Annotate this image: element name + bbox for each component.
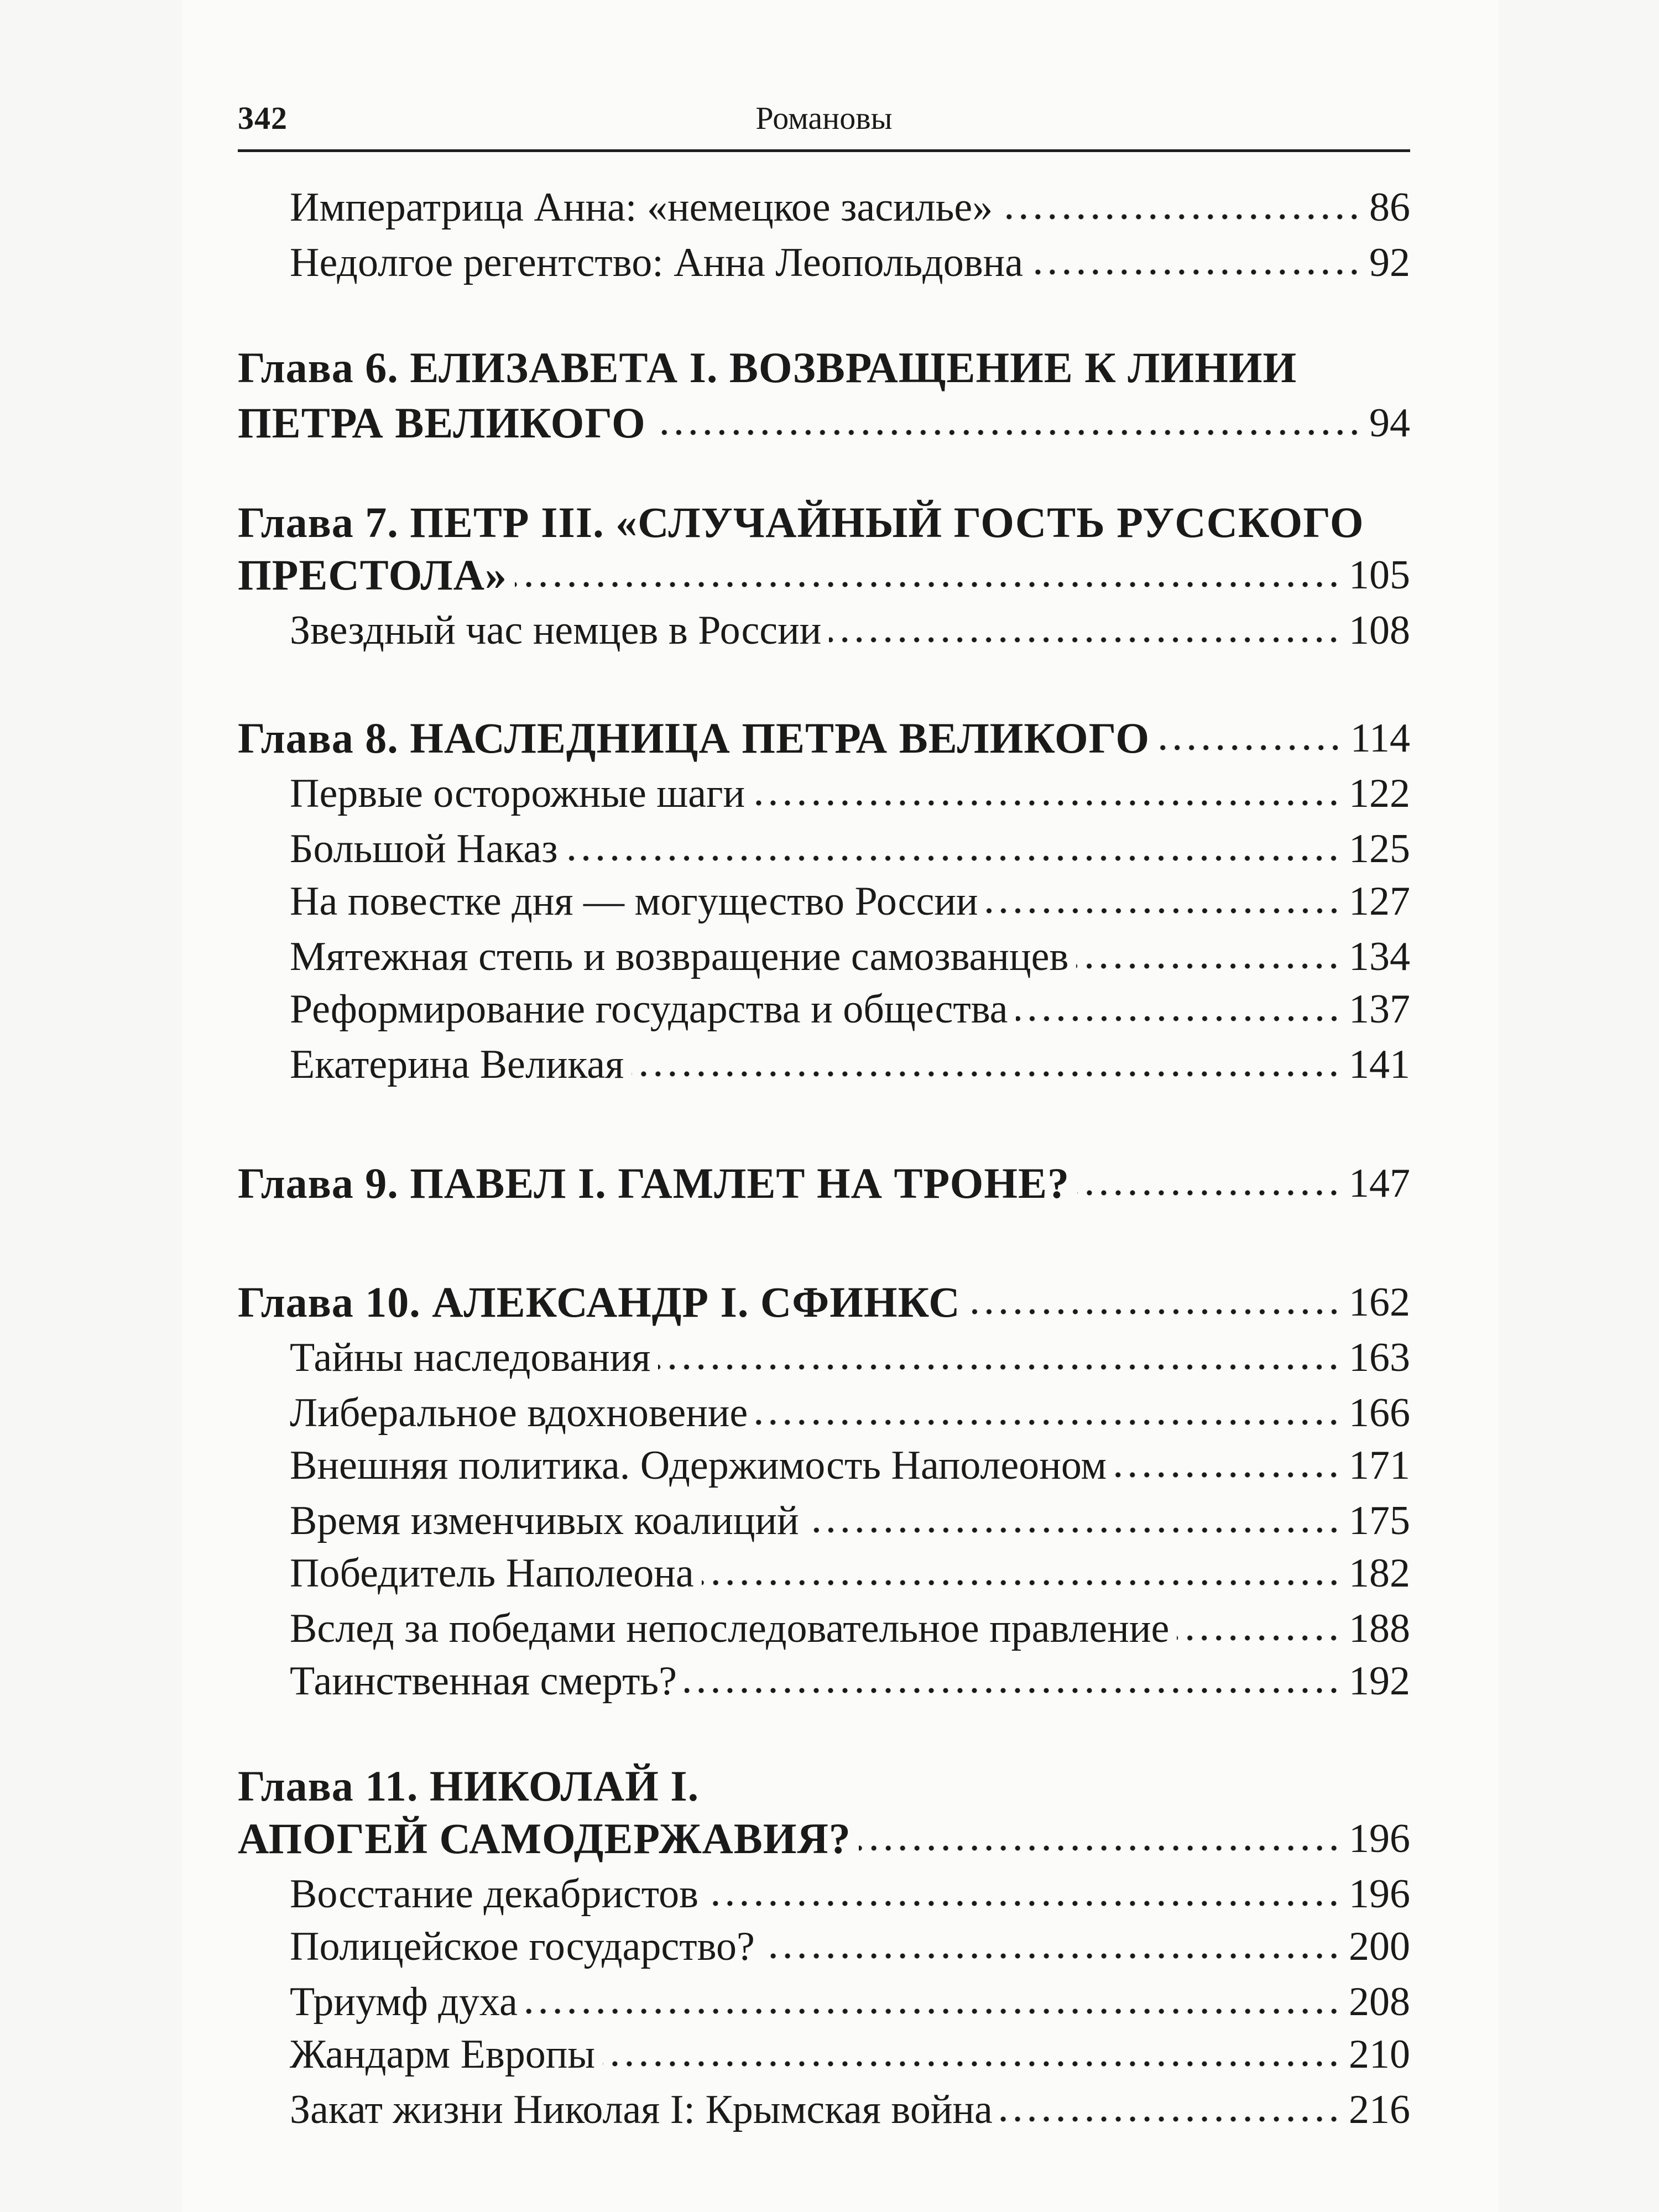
- toc-entry[interactable]: [238, 1656, 1410, 1706]
- dot-leader: [1114, 1472, 1341, 1478]
- dot-leader: [968, 1308, 1341, 1315]
- toc-entry-title: ПРЕСТОЛА»: [238, 551, 507, 599]
- toc-entry-title: Звездный час немцев в России: [290, 608, 822, 653]
- dot-leader: [755, 1419, 1341, 1426]
- dot-leader: [706, 1900, 1341, 1907]
- toc-entry[interactable]: [238, 984, 1410, 1034]
- toc-entry-page: 196: [1349, 1816, 1410, 1861]
- toc-entry[interactable]: [238, 1388, 1410, 1438]
- toc-entry[interactable]: [238, 932, 1410, 982]
- toc-entry-title: Екатерина Великая: [290, 1042, 624, 1087]
- toc-entry-page: 182: [1349, 1551, 1410, 1596]
- toc-entry-title: Глава 8. НАСЛЕДНИЦА ПЕТРА ВЕЛИКОГО: [238, 714, 1150, 762]
- toc-entry[interactable]: [238, 606, 1410, 655]
- dot-leader: [658, 1364, 1341, 1370]
- toc-entry[interactable]: [238, 2085, 1410, 2135]
- toc-entry-page: 122: [1349, 771, 1410, 816]
- dot-leader: [763, 1953, 1341, 1959]
- dot-leader: [1177, 1635, 1341, 1641]
- dot-leader: [515, 581, 1341, 588]
- toc-entry-page: 94: [1369, 400, 1410, 446]
- toc-entry-page: 127: [1349, 879, 1410, 924]
- dot-leader: [1031, 269, 1361, 275]
- dot-leader: [807, 1527, 1341, 1533]
- dot-leader: [632, 1071, 1341, 1077]
- toc-entry-title: Триумф духа: [290, 1979, 518, 2025]
- toc-chapter-entry[interactable]: [238, 550, 1410, 600]
- toc-entry[interactable]: [238, 1604, 1410, 1653]
- toc-entry-title: Вслед за победами непоследовательное правление: [290, 1606, 1170, 1651]
- dot-leader: [1016, 1015, 1341, 1022]
- toc-entry-title: Реформирование государства и общества: [290, 987, 1008, 1032]
- toc-entry[interactable]: [238, 2030, 1410, 2079]
- toc-entry-title: Первые осторожные шаги: [290, 771, 745, 816]
- toc-entry-title: Большой Наказ: [290, 826, 558, 872]
- toc-entry-title: Глава 9. ПАВЕЛ I. ГАМЛЕТ НА ТРОНЕ?: [238, 1159, 1070, 1207]
- toc-entry-title: Закат жизни Николая I: Крымская война: [290, 2087, 993, 2132]
- toc-entry-title: Победитель Наполеона: [290, 1551, 694, 1596]
- toc-entry-page: 147: [1349, 1161, 1410, 1206]
- toc-entry-page: 200: [1349, 1924, 1410, 1969]
- toc-entry-title: Восстание декабристов: [290, 1871, 699, 1917]
- dot-leader: [1076, 963, 1341, 969]
- dot-leader: [702, 1579, 1341, 1586]
- toc-entry-title: АПОГЕЙ САМОДЕРЖАВИЯ?: [238, 1814, 851, 1863]
- toc-entry-page: 162: [1349, 1280, 1410, 1325]
- running-title: Романовы: [755, 100, 893, 136]
- dot-leader: [1077, 1190, 1341, 1196]
- chapter-title-line: Глава 11. НИКОЛАЙ I.: [238, 1762, 700, 1810]
- toc-entry-page: 114: [1350, 716, 1410, 761]
- dot-leader: [685, 1687, 1341, 1694]
- toc-entry-title: Таинственная смерть?: [290, 1658, 677, 1704]
- toc-entry-page: 134: [1349, 934, 1410, 979]
- toc-entry-title: Тайны наследования: [290, 1335, 651, 1380]
- toc-entry[interactable]: [238, 1548, 1410, 1598]
- toc-entry[interactable]: [238, 1441, 1410, 1490]
- toc-entry[interactable]: [238, 824, 1410, 874]
- dot-leader: [986, 907, 1341, 914]
- toc-entry[interactable]: [238, 238, 1410, 288]
- dot-leader: [829, 637, 1341, 643]
- toc-entry-page: 171: [1349, 1443, 1410, 1488]
- toc-chapter-entry[interactable]: [238, 1159, 1410, 1208]
- toc-entry-page: 175: [1349, 1498, 1410, 1543]
- toc-entry-page: 196: [1349, 1871, 1410, 1917]
- toc-entry[interactable]: [238, 769, 1410, 818]
- toc-entry-title: Недолгое регентство: Анна Леопольдовна: [290, 240, 1024, 285]
- dot-leader: [603, 2060, 1341, 2067]
- toc-entry[interactable]: [238, 1869, 1410, 1919]
- dot-leader: [859, 1845, 1341, 1851]
- toc-entry-title: ПЕТРА ВЕЛИКОГО: [238, 399, 646, 447]
- toc-entry-page: 163: [1349, 1335, 1410, 1380]
- toc-entry[interactable]: [238, 182, 1410, 232]
- dot-leader: [525, 2008, 1341, 2015]
- toc-entry-page: 216: [1349, 2087, 1410, 2132]
- toc-entry-page: 105: [1349, 552, 1410, 598]
- toc-entry-page: 92: [1369, 240, 1410, 285]
- toc-entry[interactable]: [238, 1333, 1410, 1383]
- toc-entry-title: Жандарм Европы: [290, 2032, 596, 2077]
- dot-leader: [1157, 744, 1343, 751]
- toc-entry-title: Глава 10. АЛЕКСАНДР I. СФИНКС: [238, 1278, 961, 1326]
- toc-entry-page: 208: [1349, 1979, 1410, 2025]
- page-number: 342: [238, 100, 288, 136]
- toc-entry-title: Мятежная степь и возвращение самозванцев: [290, 934, 1069, 979]
- dot-leader: [565, 855, 1341, 862]
- toc-chapter-entry[interactable]: [238, 713, 1410, 763]
- dot-leader: [654, 429, 1361, 436]
- running-header: [238, 88, 1410, 152]
- toc-entry-page: 137: [1349, 987, 1410, 1032]
- toc-entry[interactable]: [238, 877, 1410, 926]
- toc-entry-page: 125: [1349, 826, 1410, 872]
- toc-entry-page: 86: [1369, 185, 1410, 230]
- toc-entry[interactable]: [238, 1977, 1410, 2027]
- toc-entry[interactable]: [238, 1496, 1410, 1546]
- toc-entry-title: Либеральное вдохновение: [290, 1390, 748, 1436]
- toc-entry-page: 188: [1349, 1606, 1410, 1651]
- toc-entry-page: 166: [1349, 1390, 1410, 1436]
- chapter-title-line: Глава 6. ЕЛИЗАВЕТА I. ВОЗВРАЩЕНИЕ К ЛИНИИ: [238, 343, 1297, 392]
- dot-leader: [753, 800, 1341, 806]
- toc-entry-page: 108: [1349, 608, 1410, 653]
- toc-entry-page: 141: [1349, 1042, 1410, 1087]
- dot-leader: [1000, 213, 1361, 220]
- toc-chapter-entry[interactable]: [238, 398, 1410, 448]
- toc-entry-title: На повестке дня — могущество России: [290, 879, 978, 924]
- toc-entry[interactable]: [238, 1922, 1410, 1971]
- toc-entry-title: Императрица Анна: «немецкое засилье»: [290, 185, 993, 230]
- toc-entry-title: Время изменчивых коалиций: [290, 1498, 799, 1543]
- toc-entry-title: Полицейское государство?: [290, 1924, 755, 1969]
- toc-entry-title: Внешняя политика. Одержимость Наполеоном: [290, 1443, 1107, 1488]
- toc-entry-page: 210: [1349, 2032, 1410, 2077]
- toc-chapter-entry[interactable]: [238, 1277, 1410, 1327]
- toc-entry[interactable]: [238, 1040, 1410, 1089]
- toc-chapter-entry[interactable]: [238, 1814, 1410, 1864]
- toc-entry-page: 192: [1349, 1658, 1410, 1704]
- chapter-title-line: Глава 7. ПЕТР III. «СЛУЧАЙНЫЙ ГОСТЬ РУССКОГО: [238, 498, 1364, 546]
- dot-leader: [1000, 2116, 1341, 2122]
